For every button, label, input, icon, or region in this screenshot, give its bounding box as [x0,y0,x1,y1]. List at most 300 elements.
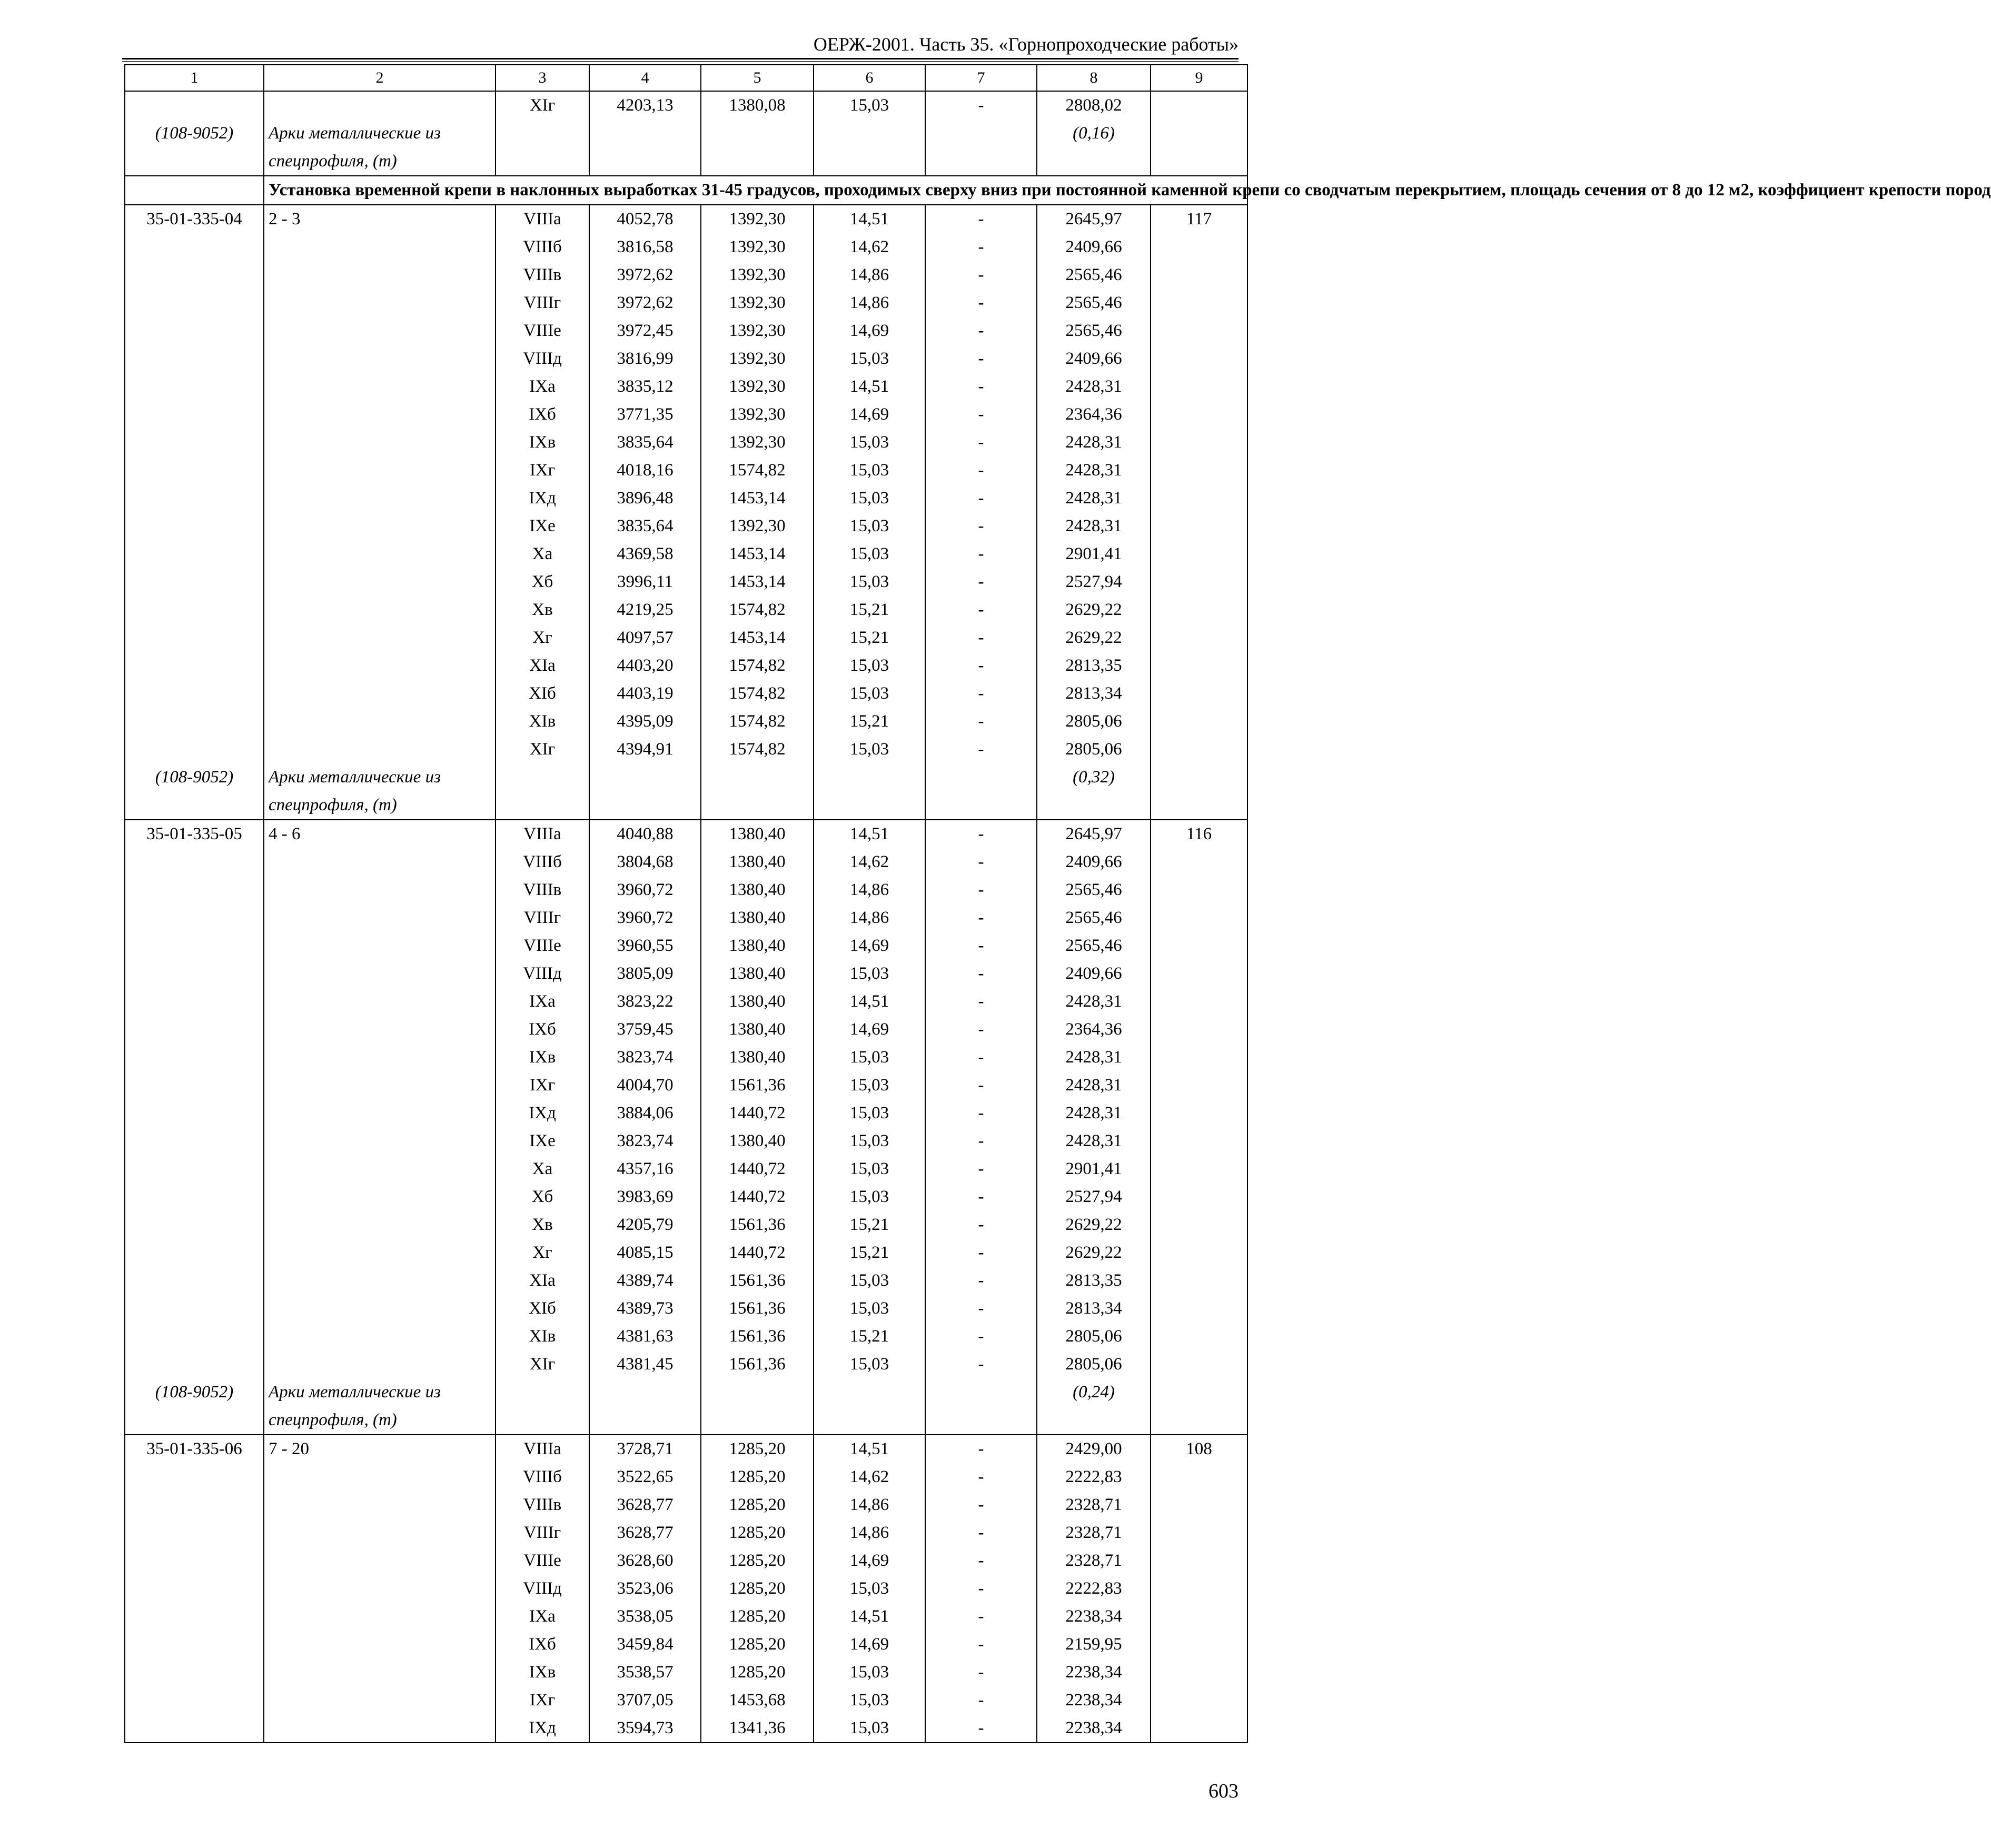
grade-cell: IXв [496,1044,589,1071]
table-row [125,904,1247,932]
table-row [125,988,1247,1016]
index-cell [1151,540,1247,568]
grade-cell: VIIIа [496,205,589,233]
index-cell [1151,1099,1247,1127]
table-row [125,1295,1247,1323]
value-cell: - [925,1267,1037,1295]
index-cell [1151,1323,1247,1350]
table-row [125,1127,1247,1155]
index-cell [1151,233,1247,261]
range-cell: 2 - 3 [264,205,496,233]
range-cell [264,1183,496,1211]
range-cell [264,568,496,596]
empty-cell [701,120,814,147]
value-cell: 1561,36 [701,1267,814,1295]
value-cell: 1574,82 [701,736,814,763]
empty-cell [925,1378,1037,1406]
range-cell: 4 - 6 [264,820,496,848]
grade-cell: IXд [496,1099,589,1127]
value-cell: - [925,652,1037,680]
value-cell: 15,21 [814,1323,925,1350]
table-row [125,1575,1247,1603]
code-cell [125,1267,264,1295]
empty-cell [1037,791,1151,820]
value-cell: - [925,1686,1037,1714]
table-row [125,876,1247,904]
value-cell: 14,69 [814,1016,925,1044]
value-cell: 2565,46 [1037,904,1151,932]
grade-cell: VIIIд [496,1575,589,1603]
range-cell [264,1044,496,1071]
code-cell [125,1519,264,1547]
value-cell: 1380,40 [701,848,814,876]
code-cell [125,932,264,960]
value-cell: - [925,1491,1037,1519]
value-cell: 14,86 [814,289,925,317]
range-cell [264,1211,496,1239]
value-cell: - [925,1714,1037,1743]
range-cell [264,1603,496,1631]
range-cell [264,1267,496,1295]
empty-cell [1151,1378,1247,1406]
index-cell [1151,708,1247,736]
value-cell: 1380,40 [701,988,814,1016]
range-cell [264,736,496,763]
empty-cell [496,120,589,147]
empty-cell [125,791,264,820]
value-cell: 15,03 [814,680,925,708]
value-cell: - [925,1463,1037,1491]
value-cell: 14,69 [814,1547,925,1575]
value-cell: - [925,736,1037,763]
range-cell [264,932,496,960]
code-cell [125,540,264,568]
code-cell [125,261,264,289]
material-qty: (0,24) [1037,1378,1151,1406]
value-cell: 1574,82 [701,680,814,708]
value-cell: 15,03 [814,1686,925,1714]
value-cell: 1380,40 [701,820,814,848]
value-cell: 2328,71 [1037,1547,1151,1575]
value-cell: 1561,36 [701,1323,814,1350]
value-cell: 15,03 [814,484,925,512]
value-cell: 14,86 [814,876,925,904]
grade-cell: VIIIд [496,960,589,988]
grade-cell: IXа [496,988,589,1016]
value-cell: - [925,1016,1037,1044]
value-cell: 2645,97 [1037,820,1151,848]
value-cell: 14,86 [814,904,925,932]
empty-cell [925,763,1037,791]
material-name-cont: спецпрофиля, (т) [264,147,496,176]
range-cell [264,1519,496,1547]
value-cell: - [925,317,1037,345]
table-row [125,960,1247,988]
value-cell: 3960,72 [589,876,701,904]
value-cell: 3823,74 [589,1127,701,1155]
grade-cell: VIIIв [496,261,589,289]
value-cell: - [925,820,1037,848]
value-cell: 4369,58 [589,540,701,568]
value-cell: 1392,30 [701,261,814,289]
value-cell: 15,03 [814,1127,925,1155]
empty-cell [701,1406,814,1435]
value-cell: 3522,65 [589,1463,701,1491]
table-row [125,1519,1247,1547]
empty-cell [814,791,925,820]
value-cell: 2238,34 [1037,1686,1151,1714]
value-cell: 2565,46 [1037,317,1151,345]
table-row [125,1631,1247,1658]
value-cell: - [925,596,1037,624]
value-cell: 1380,08 [701,91,814,120]
value-cell: 2409,66 [1037,233,1151,261]
value-cell: 3538,57 [589,1658,701,1686]
code-cell [125,429,264,456]
code-cell [125,1658,264,1686]
value-cell: 2629,22 [1037,624,1151,652]
index-cell [1151,876,1247,904]
value-cell: - [925,1071,1037,1099]
value-cell: 2629,22 [1037,596,1151,624]
code-cell [125,1211,264,1239]
value-cell: 4205,79 [589,1211,701,1239]
empty-cell [496,1378,589,1406]
value-cell: 1285,20 [701,1519,814,1547]
grade-cell: XIб [496,1295,589,1323]
rates-table [124,64,1991,1743]
range-cell [264,512,496,540]
value-cell: 2629,22 [1037,1211,1151,1239]
table-row [125,1350,1247,1378]
index-cell [1151,904,1247,932]
value-cell: 2813,34 [1037,1295,1151,1323]
grade-cell: VIIIд [496,345,589,373]
value-cell: 4004,70 [589,1071,701,1099]
range-cell [264,1658,496,1686]
value-cell: 2328,71 [1037,1491,1151,1519]
index-cell [1151,1071,1247,1099]
index-cell: 108 [1151,1435,1247,1463]
material-name-cont: спецпрофиля, (т) [264,1406,496,1435]
code-cell [125,568,264,596]
value-cell: - [925,904,1037,932]
value-cell: 1392,30 [701,512,814,540]
index-cell [1151,456,1247,484]
value-cell: - [925,91,1037,120]
value-cell: 2328,71 [1037,1519,1151,1547]
value-cell: 1574,82 [701,596,814,624]
section-title: Установка временной крепи в наклонных выработках 31-45 градусов, проходимых сверху вниз при постоянной каменной крепи со сводчатым перекрытием, площадь сечения от 8 до 12 м2, коэффициент крепости пород [264,176,1247,205]
empty-cell [496,147,589,176]
range-cell [264,1686,496,1714]
table-body [125,65,1991,1743]
table-row [125,540,1247,568]
value-cell: - [925,988,1037,1016]
index-cell [1151,1603,1247,1631]
range-cell [264,652,496,680]
value-cell: 3459,84 [589,1631,701,1658]
value-cell: - [925,1127,1037,1155]
value-cell: 1440,72 [701,1155,814,1183]
value-cell: - [925,1239,1037,1267]
value-cell: 2565,46 [1037,876,1151,904]
value-cell: - [925,1603,1037,1631]
value-cell: 3805,09 [589,960,701,988]
empty-cell [589,1378,701,1406]
code-cell [125,680,264,708]
index-cell: 117 [1151,205,1247,233]
index-cell [1151,1044,1247,1071]
value-cell: 14,51 [814,1435,925,1463]
grade-cell: Xа [496,1155,589,1183]
value-cell: 1380,40 [701,960,814,988]
range-cell [264,624,496,652]
value-cell: 2805,06 [1037,708,1151,736]
grade-cell: Xв [496,1211,589,1239]
index-cell [1151,1714,1247,1743]
value-cell: 1285,20 [701,1547,814,1575]
table-row [125,1044,1247,1071]
range-cell [264,540,496,568]
grade-cell: VIIIе [496,1547,589,1575]
value-cell: 3996,11 [589,568,701,596]
grade-cell: VIIIа [496,1435,589,1463]
value-cell: 2428,31 [1037,456,1151,484]
value-cell: 2428,31 [1037,373,1151,401]
grade-cell: Xб [496,1183,589,1211]
range-cell [264,988,496,1016]
grade-cell: IXе [496,512,589,540]
table-row [125,1099,1247,1127]
table-row [125,91,1247,120]
value-cell: - [925,1519,1037,1547]
empty-cell [1151,147,1247,176]
grade-cell: IXг [496,456,589,484]
value-cell: - [925,960,1037,988]
table-row [125,1267,1247,1295]
table-row [125,261,1247,289]
index-cell [1151,736,1247,763]
value-cell: 15,03 [814,960,925,988]
value-cell: 3835,12 [589,373,701,401]
empty-cell [925,147,1037,176]
value-cell: 3759,45 [589,1016,701,1044]
value-cell: - [925,848,1037,876]
empty-cell [925,1406,1037,1435]
grade-cell: Xа [496,540,589,568]
index-cell [1151,1686,1247,1714]
code-cell [125,1071,264,1099]
value-cell: 2409,66 [1037,960,1151,988]
material-name: Арки металлические из [264,1378,496,1406]
value-cell: 2565,46 [1037,289,1151,317]
range-cell [264,1016,496,1044]
value-cell: 3628,77 [589,1491,701,1519]
value-cell: 14,62 [814,1463,925,1491]
value-cell: 15,03 [814,1044,925,1071]
value-cell: 15,21 [814,1239,925,1267]
range-cell [264,1463,496,1491]
index-cell [1151,1211,1247,1239]
range-cell [264,456,496,484]
value-cell: 3972,62 [589,289,701,317]
value-cell: - [925,289,1037,317]
code-cell [125,596,264,624]
material-row-cont [125,1406,1247,1435]
value-cell: 4219,25 [589,596,701,624]
value-cell: 14,51 [814,988,925,1016]
value-cell: 1574,82 [701,708,814,736]
value-cell: 2428,31 [1037,1099,1151,1127]
value-cell: 1392,30 [701,317,814,345]
value-cell: 3823,22 [589,988,701,1016]
value-cell: - [925,1099,1037,1127]
value-cell: 14,69 [814,401,925,429]
code-cell [125,1155,264,1183]
value-cell: - [925,540,1037,568]
grade-cell: IXв [496,429,589,456]
value-cell: 1440,72 [701,1183,814,1211]
value-cell: 4395,09 [589,708,701,736]
value-cell: - [925,876,1037,904]
value-cell: 15,03 [814,652,925,680]
value-cell: 3523,06 [589,1575,701,1603]
range-cell [264,596,496,624]
code-cell [125,401,264,429]
table-row [125,456,1247,484]
value-cell: - [925,373,1037,401]
grade-cell: Xг [496,1239,589,1267]
value-cell: - [925,456,1037,484]
range-cell [264,1295,496,1323]
grade-cell: XIа [496,1267,589,1295]
value-cell: 15,03 [814,456,925,484]
value-cell: 4403,20 [589,652,701,680]
value-cell: 1453,68 [701,1686,814,1714]
index-cell [1151,1491,1247,1519]
value-cell: 15,03 [814,1099,925,1127]
value-cell: - [925,401,1037,429]
index-cell [1151,932,1247,960]
table-row [125,289,1247,317]
table-row [125,708,1247,736]
value-cell: 15,03 [814,345,925,373]
value-cell: 15,03 [814,512,925,540]
table-row [125,1714,1247,1743]
table-row [125,932,1247,960]
value-cell: 4403,19 [589,680,701,708]
grade-cell: XIб [496,680,589,708]
empty-cell [1151,791,1247,820]
table-row [125,1491,1247,1519]
range-cell [264,401,496,429]
value-cell: 1285,20 [701,1575,814,1603]
value-cell: 14,51 [814,820,925,848]
range-cell [264,1350,496,1378]
value-cell: 1574,82 [701,456,814,484]
code-cell [125,1323,264,1350]
value-cell: 4203,13 [589,91,701,120]
value-cell: 15,21 [814,596,925,624]
section-title-row [125,176,1247,205]
code-cell [125,512,264,540]
value-cell: 15,03 [814,1295,925,1323]
value-cell: - [925,1295,1037,1323]
code-cell [125,1127,264,1155]
material-name: Арки металлические из [264,763,496,791]
value-cell: 2805,06 [1037,1350,1151,1378]
value-cell: 3884,06 [589,1099,701,1127]
index-cell [1151,512,1247,540]
grade-cell: IXб [496,401,589,429]
grade-cell: Xб [496,568,589,596]
value-cell: 1561,36 [701,1295,814,1323]
grade-cell: XIв [496,1323,589,1350]
value-cell: 1440,72 [701,1239,814,1267]
value-cell: 15,03 [814,91,925,120]
value-cell: 2364,36 [1037,1016,1151,1044]
value-cell: - [925,1323,1037,1350]
code-cell [125,373,264,401]
range-cell [264,960,496,988]
value-cell: 1285,20 [701,1631,814,1658]
index-cell [1151,848,1247,876]
value-cell: - [925,1547,1037,1575]
value-cell: 2565,46 [1037,932,1151,960]
header-rule [122,58,1239,59]
range-cell [264,1155,496,1183]
value-cell: 2409,66 [1037,345,1151,373]
grade-cell: IXд [496,484,589,512]
value-cell: 3628,60 [589,1547,701,1575]
range-cell [264,261,496,289]
code-cell [125,848,264,876]
value-cell: 15,03 [814,1183,925,1211]
index-cell [1151,1239,1247,1267]
empty-cell [1151,763,1247,791]
grade-cell: IXе [496,1127,589,1155]
value-cell: 4389,74 [589,1267,701,1295]
value-cell: - [925,1658,1037,1686]
grade-cell: VIIIе [496,932,589,960]
empty-cell [589,791,701,820]
value-cell: 3835,64 [589,429,701,456]
table-row [125,317,1247,345]
index-cell [1151,429,1247,456]
empty-cell [814,1378,925,1406]
col-num: 5 [701,65,814,91]
table-row [125,1435,1247,1463]
table-row [125,373,1247,401]
grade-cell: VIIIб [496,233,589,261]
value-cell: - [925,1211,1037,1239]
index-cell [1151,960,1247,988]
value-cell: 1380,40 [701,1044,814,1071]
value-cell: 4052,78 [589,205,701,233]
grade-cell: VIIIг [496,1519,589,1547]
value-cell: 1453,14 [701,540,814,568]
grade-cell: VIIIб [496,1463,589,1491]
empty-cell [701,1378,814,1406]
range-cell [264,848,496,876]
value-cell: 2428,31 [1037,1071,1151,1099]
page-number: 603 [1209,1780,1239,1802]
table-row [125,205,1247,233]
value-cell: 1392,30 [701,345,814,373]
col-num: 3 [496,65,589,91]
value-cell: - [925,261,1037,289]
